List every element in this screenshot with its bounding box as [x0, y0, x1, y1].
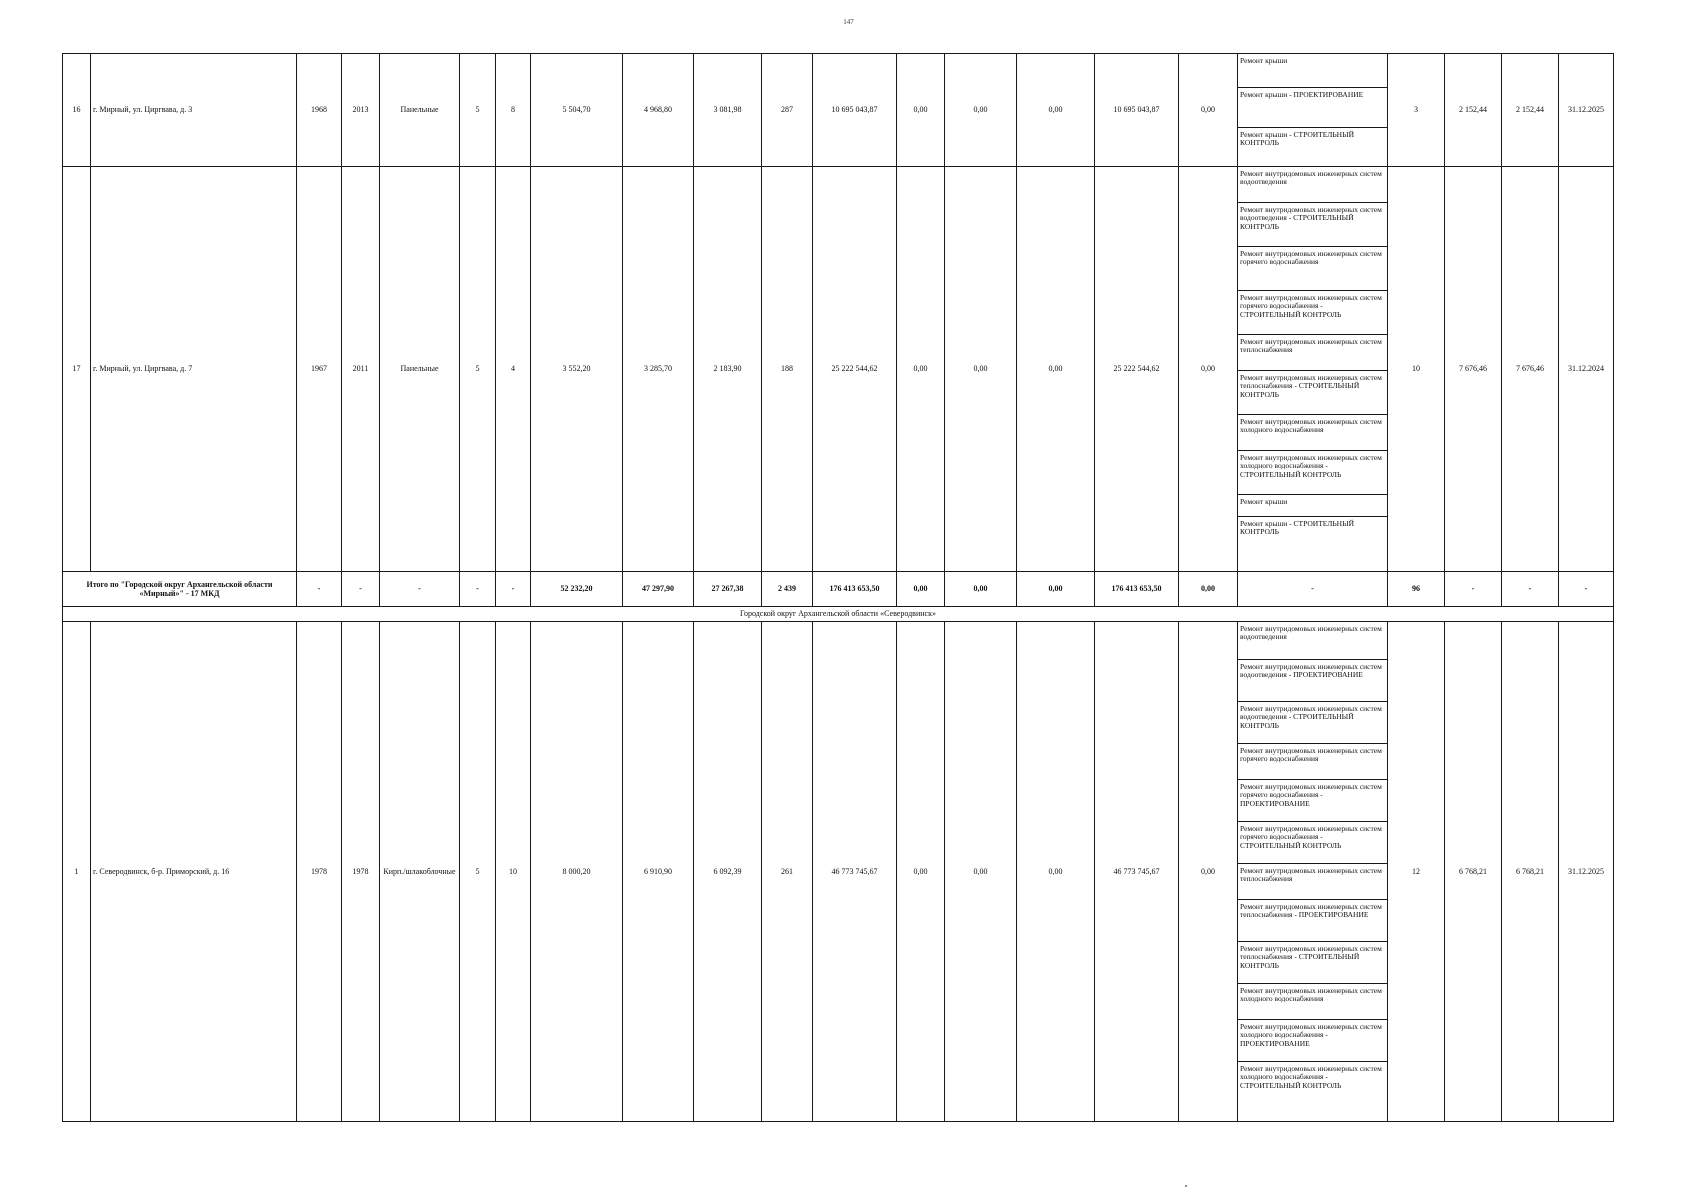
total-fund-regional: 0,00: [945, 572, 1017, 607]
total-area-premises: 47 297,90: [623, 572, 694, 607]
cell-fund-federal: 0,00: [897, 622, 945, 1122]
cell-fund-local: 0,00: [1017, 54, 1095, 167]
work-item: Ремонт крыши - СТРОИТЕЛЬНЫЙ КОНТРОЛЬ: [1240, 130, 1355, 148]
section-title: Городской округ Архангельской области «Северодвинск»: [63, 607, 1614, 622]
work-item: Ремонт внутридомовых инженерных систем холодного водоснабжения - ПРОЕКТИРОВАНИЕ: [1238, 1020, 1387, 1062]
cell-entrances: 10: [496, 622, 531, 1122]
cell-residents: 261: [762, 622, 813, 1122]
cell-unit-cost: 6 768,21: [1445, 622, 1502, 1122]
cell-area-residential: 6 092,39: [694, 622, 762, 1122]
cell-area-total-premises: 6 910,90: [623, 622, 694, 1122]
total-fund-federal: 0,00: [897, 572, 945, 607]
cell-area-residential: 2 183,90: [694, 167, 762, 572]
cell-num: 17: [63, 167, 91, 572]
cell-area-total-premises: 3 285,70: [623, 167, 694, 572]
cell-residents: 188: [762, 167, 813, 572]
cell-unit-cost: 2 152,44: [1445, 54, 1502, 167]
work-item: Ремонт внутридомовых инженерных систем горячего водоснабжения - СТРОИТЕЛЬНЫЙ КОНТРОЛЬ: [1238, 291, 1387, 335]
rows-upper: [63, 54, 1614, 572]
total-works: -: [1238, 572, 1388, 607]
work-item: Ремонт внутридомовых инженерных систем холодного водоснабжения: [1238, 984, 1387, 1020]
cell-year-built: 1967: [297, 167, 342, 572]
cell-wall: Панельные: [380, 54, 460, 167]
cell-cost-total: 46 773 745,67: [813, 622, 897, 1122]
cell-floors: 5: [460, 54, 496, 167]
work-item: Ремонт внутридомовых инженерных систем водоотведения - ПРОЕКТИРОВАНИЕ: [1238, 660, 1387, 702]
cell-deadline: 31.12.2024: [1559, 167, 1614, 572]
cell-fund-owners: 10 695 043,87: [1095, 54, 1179, 167]
cell-fund-other: 0,00: [1179, 622, 1238, 1122]
work-item: Ремонт внутридомовых инженерных систем горячего водоснабжения - СТРОИТЕЛЬНЫЙ КОНТРОЛЬ: [1238, 822, 1387, 864]
cell-entrances: 8: [496, 54, 531, 167]
cell-fund-regional: 0,00: [945, 54, 1017, 167]
work-item: Ремонт крыши: [1238, 495, 1387, 517]
total-unit-cost: -: [1445, 572, 1502, 607]
cell-wall: Панельные: [380, 167, 460, 572]
cell-works-count: 12: [1388, 622, 1445, 1122]
cell-limit-cost: 6 768,21: [1502, 622, 1559, 1122]
total-works-count: 96: [1388, 572, 1445, 607]
cell-year-repair: 2013: [342, 54, 380, 167]
cell-num: 16: [63, 54, 91, 167]
total-area-total: 52 232,20: [531, 572, 623, 607]
cell-num: 1: [63, 622, 91, 1122]
work-item: Ремонт внутридомовых инженерных систем горячего водоснабжения - ПРОЕКТИРОВАНИЕ: [1238, 780, 1387, 822]
cell-year-built: 1978: [297, 622, 342, 1122]
section-row: [63, 607, 1614, 622]
cell-address: г. Северодвинск, б-р. Приморский, д. 16: [91, 622, 297, 1122]
cell-fund-local: 0,00: [1017, 167, 1095, 572]
cell-entrances: 4: [496, 167, 531, 572]
table-row: [63, 622, 1614, 1122]
cell-area-total: 3 552,20: [531, 167, 623, 572]
work-item: Ремонт внутридомовых инженерных систем горячего водоснабжения: [1238, 744, 1387, 780]
total-area-residential: 27 267,38: [694, 572, 762, 607]
cell-wall: Кирп./шлакоблочные: [380, 622, 460, 1122]
total-floors: -: [460, 572, 496, 607]
work-item: Ремонт внутридомовых инженерных систем теплоснабжения: [1238, 864, 1387, 900]
total-fund-local: 0,00: [1017, 572, 1095, 607]
cell-fund-owners: 25 222 544,62: [1095, 167, 1179, 572]
total-cost: 176 413 653,50: [813, 572, 897, 607]
cell-limit-cost: 2 152,44: [1502, 54, 1559, 167]
cell-address: г. Мирный, ул. Циргвава, д. 7: [91, 167, 297, 572]
table-row: [63, 167, 1614, 572]
work-item: Ремонт внутридомовых инженерных систем водоотведения - СТРОИТЕЛЬНЫЙ КОНТРОЛЬ: [1238, 702, 1387, 744]
cell-floors: 5: [460, 622, 496, 1122]
cell-works: [1238, 622, 1388, 1122]
cell-area-total: 5 504,70: [531, 54, 623, 167]
total-limit-cost: -: [1502, 572, 1559, 607]
work-item: Ремонт внутридомовых инженерных систем теплоснабжения - ПРОЕКТИРОВАНИЕ: [1238, 900, 1387, 942]
work-item: Ремонт крыши: [1238, 54, 1387, 88]
total-fund-other: 0,00: [1179, 572, 1238, 607]
work-item: Ремонт крыши - СТРОИТЕЛЬНЫЙ КОНТРОЛЬ: [1240, 519, 1355, 537]
cell-fund-regional: 0,00: [945, 622, 1017, 1122]
cell-cost-total: 25 222 544,62: [813, 167, 897, 572]
cell-residents: 287: [762, 54, 813, 167]
total-label: Итого по "Городской округ Архангельской области «Мирный»" - 17 МКД: [63, 572, 297, 607]
total-year-built: -: [297, 572, 342, 607]
cell-fund-owners: 46 773 745,67: [1095, 622, 1179, 1122]
cell-works-count: 3: [1388, 54, 1445, 167]
cell-address: г. Мирный, ул. Циргвава, д. 3: [91, 54, 297, 167]
total-wall: -: [380, 572, 460, 607]
cell-deadline: 31.12.2025: [1559, 622, 1614, 1122]
work-item: Ремонт внутридомовых инженерных систем теплоснабжения - СТРОИТЕЛЬНЫЙ КОНТРОЛЬ: [1238, 942, 1387, 984]
work-item: Ремонт крыши - ПРОЕКТИРОВАНИЕ: [1238, 88, 1387, 128]
cell-limit-cost: 7 676,46: [1502, 167, 1559, 572]
rows-lower: [63, 622, 1614, 1122]
cell-fund-local: 0,00: [1017, 622, 1095, 1122]
work-item: Ремонт внутридомовых инженерных систем теплоснабжения - СТРОИТЕЛЬНЫЙ КОНТРОЛЬ: [1238, 371, 1387, 415]
cell-works: [1238, 54, 1388, 167]
cell-fund-regional: 0,00: [945, 167, 1017, 572]
cell-fund-other: 0,00: [1179, 167, 1238, 572]
work-item: Ремонт внутридомовых инженерных систем холодного водоснабжения: [1238, 415, 1387, 451]
cell-year-repair: 2011: [342, 167, 380, 572]
cell-area-total-premises: 4 968,80: [623, 54, 694, 167]
cell-fund-federal: 0,00: [897, 167, 945, 572]
work-item: Ремонт внутридомовых инженерных систем водоотведения: [1238, 622, 1387, 660]
work-item: Ремонт внутридомовых инженерных систем водоотведения: [1238, 167, 1387, 203]
cell-fund-federal: 0,00: [897, 54, 945, 167]
page-number: 147: [843, 18, 854, 26]
cell-fund-other: 0,00: [1179, 54, 1238, 167]
total-deadline: -: [1559, 572, 1614, 607]
total-entrances: -: [496, 572, 531, 607]
work-item: Ремонт внутридомовых инженерных систем холодного водоснабжения - СТРОИТЕЛЬНЫЙ КОНТРОЛЬ: [1238, 451, 1387, 495]
work-item: Ремонт внутридомовых инженерных систем водоотведения - СТРОИТЕЛЬНЫЙ КОНТРОЛЬ: [1238, 203, 1387, 247]
total-fund-owners: 176 413 653,50: [1095, 572, 1179, 607]
cell-deadline: 31.12.2025: [1559, 54, 1614, 167]
total-residents: 2 439: [762, 572, 813, 607]
cell-works: [1238, 167, 1388, 572]
work-item: Ремонт внутридомовых инженерных систем теплоснабжения: [1238, 335, 1387, 371]
cell-floors: 5: [460, 167, 496, 572]
scan-speck: [1185, 1185, 1187, 1187]
table-row: [63, 54, 1614, 167]
total-section: [63, 572, 1614, 622]
work-item: Ремонт внутридомовых инженерных систем горячего водоснабжения: [1238, 247, 1387, 291]
cell-unit-cost: 7 676,46: [1445, 167, 1502, 572]
cell-area-residential: 3 081,98: [694, 54, 762, 167]
cell-area-total: 8 000,20: [531, 622, 623, 1122]
total-year-repair: -: [342, 572, 380, 607]
cell-works-count: 10: [1388, 167, 1445, 572]
repair-program-table: [62, 53, 1614, 1122]
cell-cost-total: 10 695 043,87: [813, 54, 897, 167]
total-row: [63, 572, 1614, 607]
work-item: Ремонт внутридомовых инженерных систем холодного водоснабжения - СТРОИТЕЛЬНЫЙ КОНТРОЛЬ: [1240, 1064, 1382, 1090]
cell-year-repair: 1978: [342, 622, 380, 1122]
cell-year-built: 1968: [297, 54, 342, 167]
